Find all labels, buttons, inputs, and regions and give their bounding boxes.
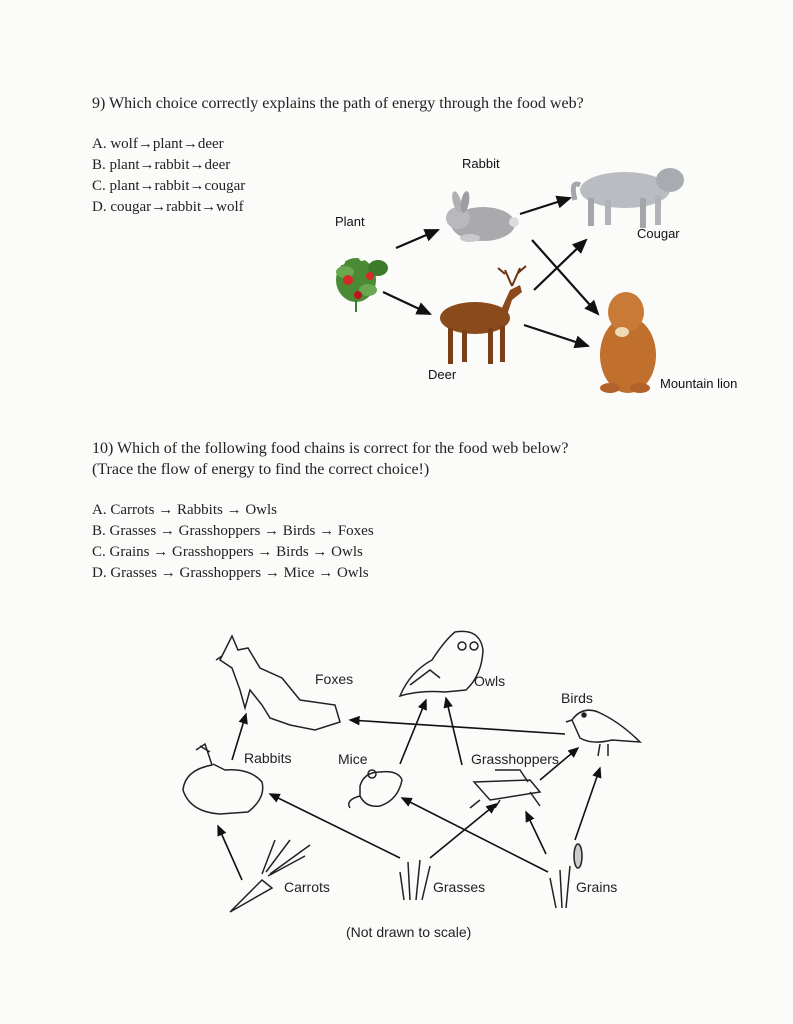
mice-drawing [349,770,402,808]
q10-option-a[interactable]: A. Carrots → Rabbits → Owls [92,502,277,518]
label-deer: Deer [428,367,457,382]
label-grasshoppers: Grasshoppers [471,751,559,767]
grasses-drawing [400,860,430,900]
grasshoppers-drawing [470,770,540,808]
q10-option-b[interactable]: B. Grasses → Grasshoppers → Birds → Foxes [92,523,374,539]
q9-option-b[interactable]: B. plant→rabbit→deer [92,157,231,173]
label-plant: Plant [335,214,365,229]
label-mountain-lion: Mountain lion [660,376,738,391]
label-rabbit: Rabbit [462,156,500,171]
label-birds: Birds [561,690,593,706]
q9-option-c[interactable]: C. plant→rabbit→cougar [92,178,246,194]
label-carrots: Carrots [284,879,330,895]
arrow-grains-to-grasshoppers [526,812,546,854]
label-owls: Owls [474,673,506,689]
question-10-text: 10) Which of the following food chains is correct for the food web below? [92,440,569,457]
carrots-drawing [230,840,310,912]
label-foxes: Foxes [315,671,354,687]
label-rabbits: Rabbits [244,750,292,766]
arrow-grasses-to-rabbits [270,794,400,858]
arrow-grains-to-birds [575,768,600,840]
arrow-grasshoppers-to-owls [446,698,462,765]
grains-drawing [550,844,582,908]
q10-option-c[interactable]: C. Grains → Grasshoppers → Birds → Owls [92,544,363,560]
arrow-birds-to-foxes [350,720,565,734]
scale-note: (Not drawn to scale) [346,924,472,940]
arrow-grains-to-mice [402,798,548,872]
q9-option-a[interactable]: A. wolf→plant→deer [92,136,224,152]
question-9-text: 9) Which choice correctly explains the path of energy through the food web? [92,95,584,112]
label-grains: Grains [576,879,618,895]
label-mice: Mice [338,751,368,767]
owl-drawing [400,631,483,696]
question-10-instruction: (Trace the flow of energy to find the correct choice!) [92,461,430,478]
label-cougar: Cougar [637,226,680,241]
arrow-grasses-to-grasshoppers [430,804,496,858]
label-grasses: Grasses [433,879,486,895]
q9-option-d[interactable]: D. cougar→rabbit→wolf [92,199,244,215]
q10-option-d[interactable]: D. Grasses → Grasshoppers → Mice → Owls [92,565,369,581]
arrow-mice-to-owls [400,700,426,764]
arrow-carrots-to-rabbits [218,826,242,880]
